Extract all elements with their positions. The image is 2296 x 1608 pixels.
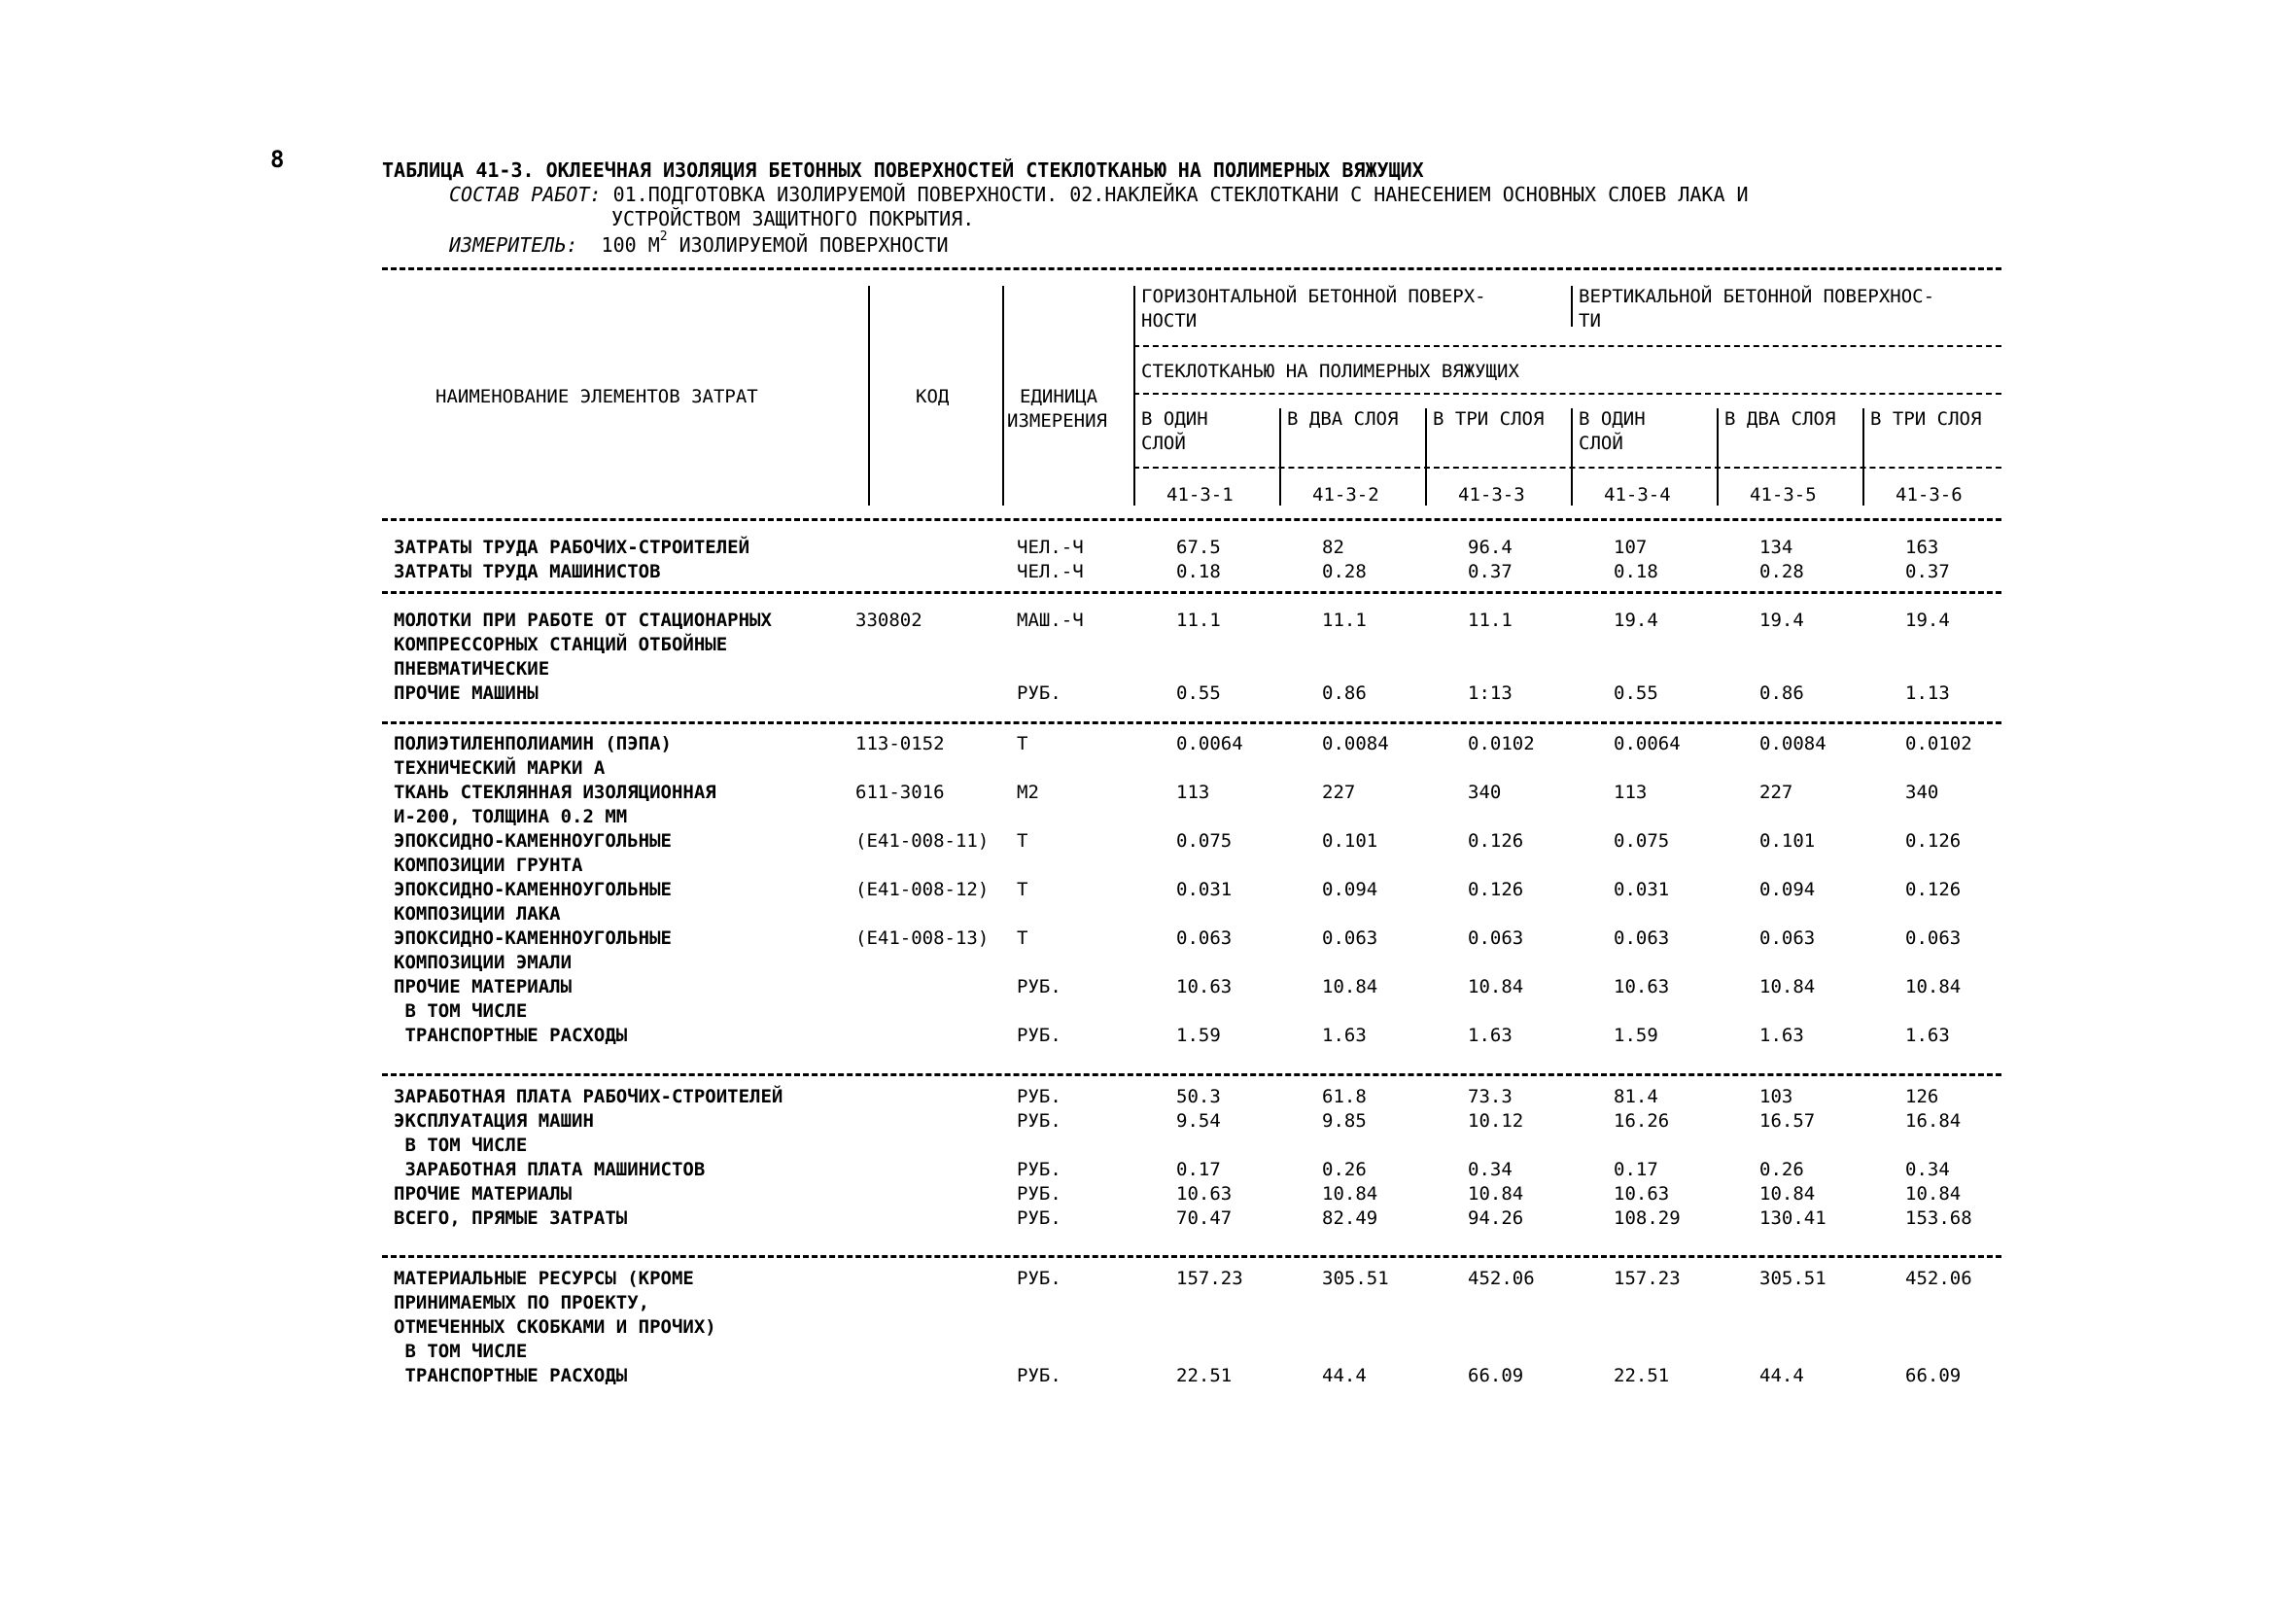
value-cell: 0.063 <box>1614 927 1670 949</box>
rule-machines-end <box>382 721 2001 724</box>
resource-code: (Е41-008-11) <box>855 830 990 852</box>
value-cell: 0.34 <box>1468 1159 1513 1180</box>
value-cell: 0.26 <box>1322 1159 1367 1180</box>
value-cell: 10.84 <box>1905 976 1962 997</box>
value-cell: 19.4 <box>1614 610 1658 631</box>
value-cell: 0.126 <box>1468 830 1524 852</box>
header-group-vertical-1: ВЕРТИКАЛЬНОЙ БЕТОННОЙ ПОВЕРХНОС- <box>1579 286 1935 307</box>
value-cell: 11.1 <box>1468 610 1513 631</box>
col4-line1: В ОДИН <box>1579 408 1646 430</box>
cost-element-name: ЗАТРАТЫ ТРУДА РАБОЧИХ-СТРОИТЕЛЕЙ <box>394 537 750 558</box>
value-cell: 82.49 <box>1322 1207 1378 1229</box>
cost-element-name: ПРИНИМАЕМЫХ ПО ПРОЕКТУ, <box>394 1292 650 1313</box>
col5-line1: В ДВА СЛОЯ <box>1724 408 1836 430</box>
cost-element-name: ЭКСПЛУАТАЦИЯ МАШИН <box>394 1110 594 1132</box>
value-cell: 103 <box>1759 1086 1793 1107</box>
value-cell: 157.23 <box>1176 1268 1243 1289</box>
value-cell: 1.63 <box>1905 1025 1950 1046</box>
value-cell: 0.063 <box>1905 927 1962 949</box>
cost-element-name: КОМПОЗИЦИИ ГРУНТА <box>394 855 583 876</box>
value-cell: 113 <box>1176 782 1210 803</box>
value-cell: 10.84 <box>1905 1183 1962 1205</box>
resource-code: (Е41-008-13) <box>855 927 990 949</box>
resource-code: 330802 <box>855 610 922 631</box>
value-cell: 0.063 <box>1468 927 1524 949</box>
value-cell: 10.12 <box>1468 1110 1524 1132</box>
unit-of-measure: Т <box>1017 733 1028 754</box>
value-cell: 44.4 <box>1322 1365 1367 1386</box>
cost-element-name: ТЕХНИЧЕСКИЙ МАРКИ А <box>394 757 606 779</box>
value-cell: 0.0102 <box>1905 733 1972 754</box>
value-cell: 0.17 <box>1176 1159 1221 1180</box>
value-cell: 19.4 <box>1905 610 1950 631</box>
value-cell: 452.06 <box>1905 1268 1972 1289</box>
value-cell: 153.68 <box>1905 1207 1972 1229</box>
value-cell: 0.126 <box>1905 830 1962 852</box>
vline-unit <box>1133 286 1135 506</box>
value-cell: 22.51 <box>1176 1365 1233 1386</box>
value-cell: 157.23 <box>1614 1268 1681 1289</box>
value-cell: 305.51 <box>1322 1268 1389 1289</box>
meter <box>449 229 949 257</box>
col3-code: 41-3-3 <box>1458 484 1525 506</box>
value-cell: 1.63 <box>1759 1025 1804 1046</box>
resource-code: 113-0152 <box>855 733 945 754</box>
value-cell: 1.63 <box>1468 1025 1513 1046</box>
cost-element-name: КОМПОЗИЦИИ ЛАКА <box>394 903 561 925</box>
value-cell: 44.4 <box>1759 1365 1804 1386</box>
value-cell: 10.84 <box>1468 1183 1524 1205</box>
composition-continuation: УСТРОЙСТВОМ ЗАЩИТНОГО ПОКРЫТИЯ. <box>611 207 975 230</box>
value-cell: 0.0084 <box>1759 733 1826 754</box>
rule-subgroup <box>1133 393 2001 395</box>
unit-of-measure: РУБ. <box>1017 1025 1061 1046</box>
header-unit-line1: ЕДИНИЦА <box>1020 386 1098 407</box>
value-cell: 1:13 <box>1468 682 1513 704</box>
resource-code: 611-3016 <box>855 782 945 803</box>
value-cell: 107 <box>1614 537 1648 558</box>
value-cell: 73.3 <box>1468 1086 1513 1107</box>
value-cell: 0.031 <box>1176 879 1233 900</box>
cost-element-name: ЗАРАБОТНАЯ ПЛАТА МАШИНИСТОВ <box>394 1159 706 1180</box>
rule-materials-end <box>382 1073 2001 1076</box>
col1-line1: В ОДИН <box>1141 408 1208 430</box>
value-cell: 94.26 <box>1468 1207 1524 1229</box>
value-cell: 66.09 <box>1905 1365 1962 1386</box>
col5-code: 41-3-5 <box>1750 484 1817 506</box>
unit-of-measure: М2 <box>1017 782 1039 803</box>
value-cell: 134 <box>1759 537 1793 558</box>
value-cell: 9.54 <box>1176 1110 1221 1132</box>
cost-element-name: МАТЕРИАЛЬНЫЕ РЕСУРСЫ (КРОМЕ <box>394 1268 694 1289</box>
resource-code: (Е41-008-12) <box>855 879 990 900</box>
meter-label: ИЗМЕРИТЕЛЬ: <box>449 233 578 257</box>
page-number: 8 <box>270 146 285 173</box>
col2-code: 41-3-2 <box>1312 484 1379 506</box>
cost-element-name: КОМПРЕССОРНЫХ СТАНЦИЙ ОТБОЙНЫЕ <box>394 634 728 655</box>
cost-element-name: ОТМЕЧЕННЫХ СКОБКАМИ И ПРОЧИХ) <box>394 1316 716 1338</box>
value-cell: 0.55 <box>1176 682 1221 704</box>
value-cell: 10.63 <box>1614 1183 1670 1205</box>
vline-col6 <box>1862 408 1864 506</box>
value-cell: 0.094 <box>1322 879 1378 900</box>
value-cell: 0.37 <box>1468 561 1513 582</box>
value-cell: 82 <box>1322 537 1344 558</box>
value-cell: 0.075 <box>1176 830 1233 852</box>
value-cell: 0.101 <box>1759 830 1816 852</box>
value-cell: 61.8 <box>1322 1086 1367 1107</box>
header-group-horizontal-2: НОСТИ <box>1141 310 1198 332</box>
cost-element-name: ПРОЧИЕ МАШИНЫ <box>394 682 539 704</box>
value-cell: 1.13 <box>1905 682 1950 704</box>
value-cell: 0.18 <box>1176 561 1221 582</box>
value-cell: 340 <box>1905 782 1939 803</box>
value-cell: 0.28 <box>1759 561 1804 582</box>
rule-totals-end <box>382 1255 2001 1258</box>
value-cell: 16.26 <box>1614 1110 1670 1132</box>
value-cell: 0.26 <box>1759 1159 1804 1180</box>
cost-element-name: МОЛОТКИ ПРИ РАБОТЕ ОТ СТАЦИОНАРНЫХ <box>394 610 772 631</box>
value-cell: 0.34 <box>1905 1159 1950 1180</box>
rule-labor-end <box>382 591 2001 594</box>
cost-element-name: ПРОЧИЕ МАТЕРИАЛЫ <box>394 1183 573 1205</box>
header-unit-line2: ИЗМЕРЕНИЯ <box>1007 410 1107 432</box>
value-cell: 0.86 <box>1759 682 1804 704</box>
value-cell: 163 <box>1905 537 1939 558</box>
unit-of-measure: РУБ. <box>1017 976 1061 997</box>
value-cell: 50.3 <box>1176 1086 1221 1107</box>
col1-code: 41-3-1 <box>1166 484 1234 506</box>
value-cell: 0.18 <box>1614 561 1658 582</box>
value-cell: 10.84 <box>1322 976 1378 997</box>
value-cell: 22.51 <box>1614 1365 1670 1386</box>
header-code: КОД <box>916 386 950 407</box>
value-cell: 1.59 <box>1176 1025 1221 1046</box>
col6-line1: В ТРИ СЛОЯ <box>1870 408 1982 430</box>
value-cell: 0.031 <box>1614 879 1670 900</box>
vline-col4 <box>1571 408 1573 506</box>
value-cell: 0.0084 <box>1322 733 1389 754</box>
value-cell: 0.063 <box>1759 927 1816 949</box>
rule-cols <box>1133 467 2001 469</box>
header-subgroup: СТЕКЛОТКАНЬЮ НА ПОЛИМЕРНЫХ ВЯЖУЩИХ <box>1141 361 1519 382</box>
value-cell: 10.63 <box>1614 976 1670 997</box>
unit-of-measure: РУБ. <box>1017 1268 1061 1289</box>
cost-element-name: ЭПОКСИДНО-КАМЕННОУГОЛЬНЫЕ <box>394 879 672 900</box>
value-cell: 10.84 <box>1759 976 1816 997</box>
cost-element-name: ЗАРАБОТНАЯ ПЛАТА РАБОЧИХ-СТРОИТЕЛЕЙ <box>394 1086 783 1107</box>
value-cell: 1.63 <box>1322 1025 1367 1046</box>
unit-of-measure: ЧЕЛ.-Ч <box>1017 561 1084 582</box>
value-cell: 0.101 <box>1322 830 1378 852</box>
unit-of-measure: РУБ. <box>1017 1365 1061 1386</box>
value-cell: 16.84 <box>1905 1110 1962 1132</box>
composition-text: 01.ПОДГОТОВКА ИЗОЛИРУЕМОЙ ПОВЕРХНОСТИ. 02.НАКЛЕЙКА СТЕКЛОТКАНИ С НАНЕСЕНИЕМ ОСНОВНЫХ СЛОЕВ ЛАКА И <box>612 183 1749 206</box>
cost-element-name: И-200, ТОЛЩИНА 0.2 ММ <box>394 806 628 827</box>
col3-line1: В ТРИ СЛОЯ <box>1433 408 1545 430</box>
cost-element-name: ПНЕВМАТИЧЕСКИЕ <box>394 658 550 680</box>
unit-of-measure: Т <box>1017 879 1028 900</box>
value-cell: 0.55 <box>1614 682 1658 704</box>
header-group-horizontal-1: ГОРИЗОНТАЛЬНОЙ БЕТОННОЙ ПОВЕРХ- <box>1141 286 1486 307</box>
unit-of-measure: Т <box>1017 927 1028 949</box>
value-cell: 10.63 <box>1176 976 1233 997</box>
value-cell: 10.84 <box>1468 976 1524 997</box>
cost-element-name: ВСЕГО, ПРЯМЫЕ ЗАТРАТЫ <box>394 1207 628 1229</box>
value-cell: 305.51 <box>1759 1268 1826 1289</box>
unit-of-measure: РУБ. <box>1017 1159 1061 1180</box>
unit-of-measure: Т <box>1017 830 1028 852</box>
value-cell: 452.06 <box>1468 1268 1535 1289</box>
value-cell: 67.5 <box>1176 537 1221 558</box>
value-cell: 227 <box>1322 782 1356 803</box>
vline-name <box>868 286 870 506</box>
value-cell: 108.29 <box>1614 1207 1681 1229</box>
value-cell: 66.09 <box>1468 1365 1524 1386</box>
header-group-vertical-2: ТИ <box>1579 310 1601 332</box>
cost-element-name: ПРОЧИЕ МАТЕРИАЛЫ <box>394 976 573 997</box>
value-cell: 0.126 <box>1468 879 1524 900</box>
value-cell: 16.57 <box>1759 1110 1816 1132</box>
meter-sup: 2 <box>659 229 668 244</box>
header-name: НАИМЕНОВАНИЕ ЭЛЕМЕНТОВ ЗАТРАТ <box>435 386 758 407</box>
value-cell: 19.4 <box>1759 610 1804 631</box>
value-cell: 0.37 <box>1905 561 1950 582</box>
cost-element-name: В ТОМ ЧИСЛЕ <box>394 1341 528 1362</box>
value-cell: 10.63 <box>1176 1183 1233 1205</box>
vline-col3 <box>1425 408 1427 506</box>
value-cell: 1.59 <box>1614 1025 1658 1046</box>
vline-col2 <box>1279 408 1281 506</box>
cost-element-name: В ТОМ ЧИСЛЕ <box>394 1000 528 1022</box>
meter-value: 100 М <box>601 233 660 257</box>
composition-label: СОСТАВ РАБОТ: <box>449 183 602 206</box>
value-cell: 0.063 <box>1176 927 1233 949</box>
cost-element-name: ТКАНЬ СТЕКЛЯННАЯ ИЗОЛЯЦИОННАЯ <box>394 782 716 803</box>
unit-of-measure: РУБ. <box>1017 1183 1061 1205</box>
value-cell: 10.84 <box>1322 1183 1378 1205</box>
col6-code: 41-3-6 <box>1896 484 1963 506</box>
cost-element-name: ТРАНСПОРТНЫЕ РАСХОДЫ <box>394 1025 628 1046</box>
unit-of-measure: ЧЕЛ.-Ч <box>1017 537 1084 558</box>
value-cell: 81.4 <box>1614 1086 1658 1107</box>
unit-of-measure: РУБ. <box>1017 1207 1061 1229</box>
value-cell: 0.063 <box>1322 927 1378 949</box>
value-cell: 11.1 <box>1176 610 1221 631</box>
value-cell: 10.84 <box>1759 1183 1816 1205</box>
unit-of-measure: МАШ.-Ч <box>1017 610 1084 631</box>
value-cell: 0.0064 <box>1176 733 1243 754</box>
value-cell: 130.41 <box>1759 1207 1826 1229</box>
col4-line2: СЛОЙ <box>1579 433 1623 454</box>
value-cell: 0.075 <box>1614 830 1670 852</box>
unit-of-measure: РУБ. <box>1017 1086 1061 1107</box>
cost-element-name: ПОЛИЭТИЛЕНПОЛИАМИН (ПЭПА) <box>394 733 672 754</box>
value-cell: 227 <box>1759 782 1793 803</box>
rule-top <box>382 267 2001 270</box>
unit-of-measure: РУБ. <box>1017 682 1061 704</box>
value-cell: 340 <box>1468 782 1502 803</box>
value-cell: 96.4 <box>1468 537 1513 558</box>
cost-element-name: КОМПОЗИЦИИ ЭМАЛИ <box>394 952 573 973</box>
value-cell: 0.17 <box>1614 1159 1658 1180</box>
cost-element-name: ЭПОКСИДНО-КАМЕННОУГОЛЬНЫЕ <box>394 927 672 949</box>
cost-element-name: ЗАТРАТЫ ТРУДА МАШИНИСТОВ <box>394 561 661 582</box>
rule-group <box>1133 345 2001 347</box>
vline-code <box>1002 286 1004 506</box>
col1-line2: СЛОЙ <box>1141 433 1186 454</box>
value-cell: 0.0102 <box>1468 733 1535 754</box>
vline-col5 <box>1717 408 1719 506</box>
col4-code: 41-3-4 <box>1604 484 1671 506</box>
table-title: ТАБЛИЦА 41-3. ОКЛЕЕЧНАЯ ИЗОЛЯЦИЯ БЕТОННЫХ ПОВЕРХНОСТЕЙ СТЕКЛОТКАНЬЮ НА ПОЛИМЕРНЫХ ВЯЖУЩИХ <box>382 158 1424 182</box>
value-cell: 0.094 <box>1759 879 1816 900</box>
value-cell: 0.0064 <box>1614 733 1681 754</box>
value-cell: 70.47 <box>1176 1207 1233 1229</box>
value-cell: 0.28 <box>1322 561 1367 582</box>
value-cell: 113 <box>1614 782 1648 803</box>
value-cell: 0.126 <box>1905 879 1962 900</box>
value-cell: 0.86 <box>1322 682 1367 704</box>
value-cell: 126 <box>1905 1086 1939 1107</box>
meter-text: ИЗОЛИРУЕМОЙ ПОВЕРХНОСТИ <box>667 233 949 257</box>
rule-header-bottom <box>382 518 2001 521</box>
vline-group <box>1571 286 1573 327</box>
unit-of-measure: РУБ. <box>1017 1110 1061 1132</box>
col2-line1: В ДВА СЛОЯ <box>1287 408 1399 430</box>
work-composition <box>449 183 1749 206</box>
cost-element-name: ТРАНСПОРТНЫЕ РАСХОДЫ <box>394 1365 628 1386</box>
value-cell: 9.85 <box>1322 1110 1367 1132</box>
cost-element-name: В ТОМ ЧИСЛЕ <box>394 1135 528 1156</box>
cost-element-name: ЭПОКСИДНО-КАМЕННОУГОЛЬНЫЕ <box>394 830 672 852</box>
value-cell: 11.1 <box>1322 610 1367 631</box>
